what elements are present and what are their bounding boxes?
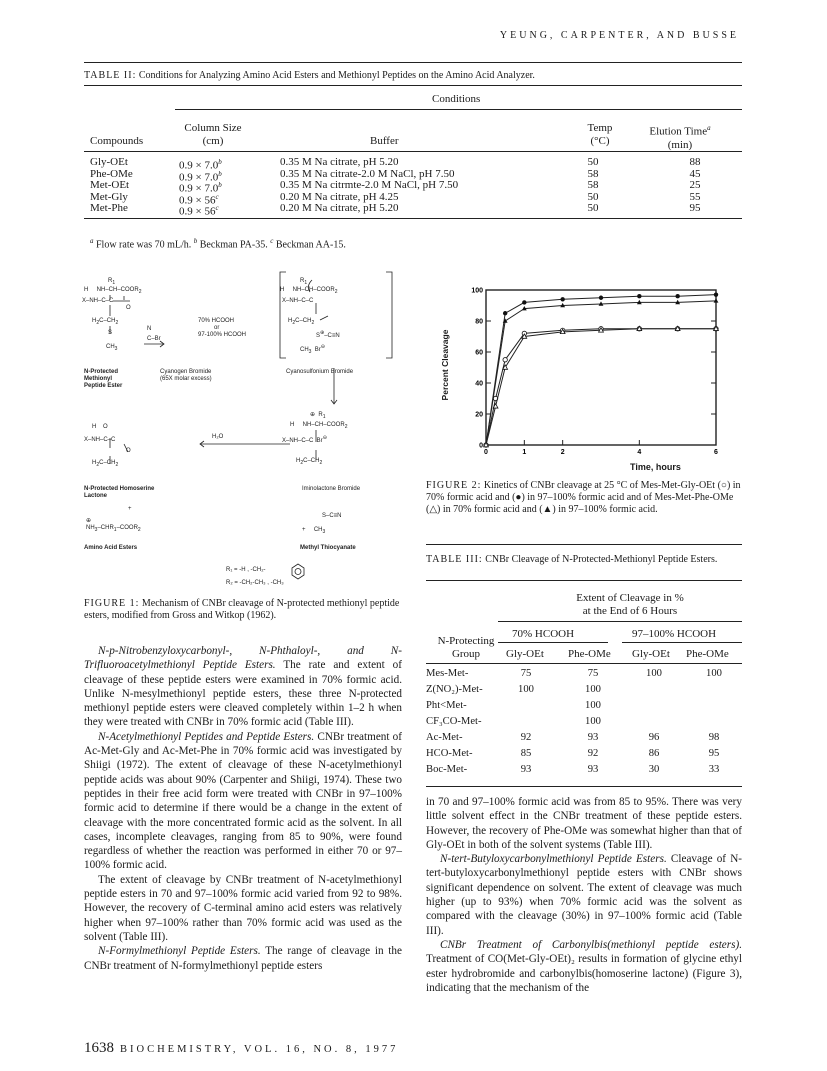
table3-acid2: 97–100% HCOOH bbox=[632, 628, 717, 640]
table-cell-time: 88 bbox=[689, 156, 701, 168]
table3-subheader: Phe-OMe bbox=[686, 648, 729, 660]
table-cell-buffer: 0.20 M Na citrate, pH 4.25 bbox=[280, 190, 399, 203]
y-tick-label: 40 bbox=[475, 380, 483, 388]
table3-cell: 98 bbox=[708, 732, 720, 743]
reagent-label: 70% HCOOH or 97-100% HCOOH bbox=[198, 318, 247, 338]
table-cell-time: 55 bbox=[689, 190, 701, 203]
table-cell-buffer: 0.35 M Na citrate, pH 5.20 bbox=[280, 156, 399, 168]
table3-acid1: 70% HCOOH bbox=[512, 628, 575, 640]
table2-group-header: Conditions bbox=[432, 93, 481, 105]
table-cell-temp: 50 bbox=[587, 202, 599, 215]
table-row bbox=[84, 179, 742, 195]
series-line bbox=[486, 301, 716, 445]
table-cell-size: 0.9 × 7.0$^b$ bbox=[179, 158, 222, 172]
page-number: 1638 bbox=[84, 1040, 114, 1056]
table3-cell: 85 bbox=[520, 748, 532, 759]
table3-cell: 96 bbox=[648, 732, 660, 743]
table3-subheader: Gly-OEt bbox=[506, 648, 544, 660]
label-cyanosulfonium: Cyanosulfonium Bromide bbox=[286, 369, 354, 375]
table-cell-time: 25 bbox=[689, 179, 701, 192]
x-tick-label: 4 bbox=[637, 449, 642, 456]
table-cell-size: $0.9 \times 56^c$ bbox=[179, 192, 219, 207]
table3-cell: 100 bbox=[706, 668, 722, 679]
left-column-text: N-p-Nitrobenzyloxycarbonyl-, N-Phthaloyl-, and N-Trifluoroacetylmethionyl Peptide Esters. The rate and extent of cleavage of these peptide esters were examined in 70% formic acid. Unlike N-mesylmethionyl peptide esters, these three N-protected methionyl peptide esters were cleaved completely within 1–2 h when they were treated with CNBr in 70% formic acid (Table III). N-Acetylmethionyl Peptides and Peptide Esters. CNBr treatment of Ac-Met-Gly and Ac-Met-Phe in 70% formic acid was investigated by Shiigi (1972). The extent of cleavage of these N-acetylmethionyl peptide acids was about 90% (Carpenter and Shiigi, 1974). These two peptides in their free acid form were treated with CNBr in 97–100% formic acid to determine if there would be a change in the extent of cleavage with the more concentrated formic acid as the solvent. In all cases, incomplete cleavages, ranging from 85 to 90%, were found regardless of whether the reaction was performed in either 70 or 97–100% formic acid. The extent of cleavage by CNBr treatment of N-acetylmethionyl peptide esters in 70 and 97–100% formic acid varied from 92 to 98%. However, the recovery of C-terminal amino acid esters was relatively higher when 97–100% rather than 70% formic acid was used as the solvent (Table III). N-Formylmethionyl Peptide Esters. The range of cleavage in the CNBr treatment of N-formylmethionyl peptide esters bbox=[84, 645, 402, 972]
label-np-ester: N-Protected Methionyl Peptide Ester bbox=[84, 369, 123, 389]
table3-cell: 75 bbox=[520, 668, 532, 679]
plot-frame bbox=[486, 290, 716, 445]
table3-cell: 100 bbox=[585, 716, 601, 727]
table2-caption bbox=[84, 70, 535, 81]
x-tick-label: 0 bbox=[484, 449, 488, 456]
table3-row-group: Boc-Met- bbox=[426, 764, 468, 775]
table-row bbox=[84, 202, 742, 219]
table3-span-header: Extent of Cleavage in % at the End of 6 Hours bbox=[576, 592, 684, 617]
series-line bbox=[486, 329, 716, 445]
table3-cell: 30 bbox=[648, 764, 660, 775]
figure1-caption: FIGURE 1: Mechanism of CNBr cleavage of N-protected methionyl peptide esters, modified from Gross and Witkop (1962). bbox=[84, 598, 400, 621]
data-point bbox=[503, 358, 507, 362]
data-point bbox=[560, 297, 564, 301]
table-cell-compound: Met-OEt bbox=[90, 179, 130, 192]
label-aa-esters: Amino Acid Esters bbox=[84, 545, 138, 551]
right-column-text: in 70 and 97–100% formic acid was from 85 to 95%. There was very little solvent effect in the CNBr treatment of these peptide esters. However, the recovery of Phe-OMe was somewhat higher than that of Gly-OEt in both of the solvent systems (Table III). N-tert-Butyloxycarbonylmethionyl Peptide Esters. Cleavage of N-tert-butyloxycarbonylmethionyl peptide esters with CNBr shows significant dependence on solvent. The extent of cleavage was much higher (up to 93%) when 70% formic acid was the solvent as compared with the cleavage (30%) in 97–100% formic acid (Table III). CNBr Treatment of Carbonylbis(methionyl peptide esters). Treatment of CO(Met-Gly-OEt)₂ results in formation of glycine ethyl ester hydrobromide and carbonylbis(homoserine lactone) (Figure 3), indicating that the mechanism of the bbox=[426, 796, 743, 994]
series-line bbox=[486, 329, 716, 445]
water-label: H₂O bbox=[212, 434, 224, 440]
figure2-chart bbox=[426, 270, 726, 485]
table2-header-temp: Temp (°C) bbox=[587, 122, 613, 147]
table3-subheaders bbox=[498, 648, 742, 662]
series-line bbox=[486, 295, 716, 445]
table3-cell: 92 bbox=[520, 732, 532, 743]
table3-body bbox=[426, 668, 742, 788]
table-cell-size: $0.9 \times 56^c$ bbox=[179, 204, 219, 219]
table3-cell: 95 bbox=[708, 748, 720, 759]
table2-title: Conditions for Analyzing Amino Acid Esters and Methionyl Peptides on the Amino Acid Analyzer. bbox=[138, 70, 535, 81]
table-cell-compound: Met-Phe bbox=[90, 202, 128, 215]
figure2-caption: FIGURE 2: Kinetics of CNBr cleavage at 25 °C of Mes-Met-Gly-OEt (○) in 70% formic acid and (●) in 97–100% formic acid and of Mes-Met-Phe-OMe (△) in 70% formic acid and (▲) in 97–100% formic acid. bbox=[426, 480, 741, 515]
table-cell-compound: Gly-OEt bbox=[90, 156, 128, 168]
table3-cell: 93 bbox=[520, 764, 532, 775]
label-iminolactone: Iminolactone Bromide bbox=[302, 486, 361, 492]
table-cell-size: 0.9 × 7.0$^b$ bbox=[179, 181, 222, 195]
data-point bbox=[522, 300, 526, 304]
journal-citation: BIOCHEMISTRY, VOL. 16, NO. 8, 1977 bbox=[120, 1044, 399, 1055]
table3-row-group: Z(NO₂)-Met- bbox=[426, 684, 483, 695]
table-cell-buffer: 0.35 M Na citrate-2.0 M NaCl, pH 7.50 bbox=[280, 167, 455, 180]
y-tick-label: 80 bbox=[475, 318, 483, 326]
table-cell-size: 0.9 × 7.0$^b$ bbox=[179, 169, 222, 184]
table-cell-temp: 58 bbox=[587, 167, 599, 180]
data-point bbox=[714, 292, 718, 296]
table3-cell: 100 bbox=[646, 668, 662, 679]
data-point bbox=[637, 294, 641, 298]
table3-subheader: Gly-OEt bbox=[632, 648, 670, 660]
y-axis-label: Percent Cleavage bbox=[440, 329, 450, 401]
table3-cell: 92 bbox=[587, 748, 599, 759]
y-tick-label: 100 bbox=[471, 287, 483, 295]
table3-subheader: Phe-OMe bbox=[568, 648, 611, 660]
table2-footnote: $^a$ Flow rate was 70 mL/h. $^b$ Beckman PA-35. $^c$ Beckman AA-15. bbox=[90, 237, 346, 251]
table3-caption: TABLE III: CNBr Cleavage of N-Protected-Methionyl Peptide Esters. bbox=[426, 554, 718, 565]
table3-row-group: HCO-Met- bbox=[426, 748, 473, 759]
table-row bbox=[84, 190, 742, 207]
table-cell-time: 95 bbox=[689, 202, 701, 215]
table-row bbox=[84, 156, 742, 172]
table2-header-elution: Elution Time$^a$ (min) bbox=[649, 124, 711, 151]
y-tick-label: 20 bbox=[475, 411, 483, 419]
table3-cell: 93 bbox=[587, 764, 599, 775]
table2-header-buffer: Buffer bbox=[370, 135, 399, 147]
table3-cell: 100 bbox=[585, 700, 601, 711]
table3-cell: 75 bbox=[587, 668, 599, 679]
x-tick-label: 2 bbox=[560, 449, 565, 456]
table-cell-temp: 50 bbox=[587, 190, 599, 203]
table3-cell: 86 bbox=[648, 748, 660, 759]
data-point bbox=[599, 296, 603, 300]
table-cell-time: 45 bbox=[689, 167, 701, 180]
table3-row-group: Mes-Met- bbox=[426, 668, 469, 679]
table-cell-compound: Phe-OMe bbox=[90, 167, 133, 180]
x-tick-label: 6 bbox=[714, 449, 718, 456]
table3-group-header: N-Protecting Group bbox=[437, 635, 495, 660]
table2-body bbox=[84, 156, 742, 219]
x-tick-label: 1 bbox=[522, 449, 527, 456]
table-cell-buffer: 0.35 M Na citrmte-2.0 M NaCl, pH 7.50 bbox=[280, 179, 459, 192]
table3-cell: 100 bbox=[518, 684, 534, 695]
data-point bbox=[675, 294, 679, 298]
table2-header-column-size: Column Size (cm) bbox=[184, 122, 242, 147]
running-header: YEUNG, CARPENTER, AND BUSSE bbox=[499, 30, 739, 41]
label-r2: R₂ = -CH₂-CH₃ , -CH₃ bbox=[226, 580, 284, 586]
label-cnbr: Cyanogen Bromide (65X molar excess) bbox=[160, 369, 212, 382]
table3-row-group: Ac-Met- bbox=[426, 732, 463, 743]
table-cell-compound: Met-Gly bbox=[90, 190, 128, 203]
label-r1: R₁ = -H , -CH₂- bbox=[226, 567, 266, 573]
table3-cell: 33 bbox=[708, 764, 720, 775]
table3-cell: 100 bbox=[585, 684, 601, 695]
y-tick-label: 60 bbox=[475, 349, 483, 357]
table2-label: TABLE II: bbox=[84, 70, 137, 81]
x-axis-label: Time, hours bbox=[630, 462, 681, 472]
table3-cell: 93 bbox=[587, 732, 599, 743]
data-point bbox=[503, 311, 507, 315]
data-point bbox=[503, 318, 508, 322]
label-thiocyanate: Methyl Thiocyanate bbox=[300, 545, 356, 551]
y-tick-label: 0 bbox=[479, 442, 483, 450]
label-homoserine: N-Protected Homoserine Lactone bbox=[84, 486, 155, 499]
table-cell-temp: 50 bbox=[587, 156, 599, 168]
table3-row-group: CF₃CO-Met- bbox=[426, 716, 482, 727]
page-footer bbox=[84, 1040, 398, 1057]
table-cell-temp: 58 bbox=[587, 179, 599, 192]
table2-header-compounds: Compounds bbox=[90, 135, 144, 147]
table-cell-buffer: 0.20 M Na citrate, pH 5.20 bbox=[280, 202, 399, 215]
table3-row-group: Pht<Met- bbox=[426, 700, 467, 711]
